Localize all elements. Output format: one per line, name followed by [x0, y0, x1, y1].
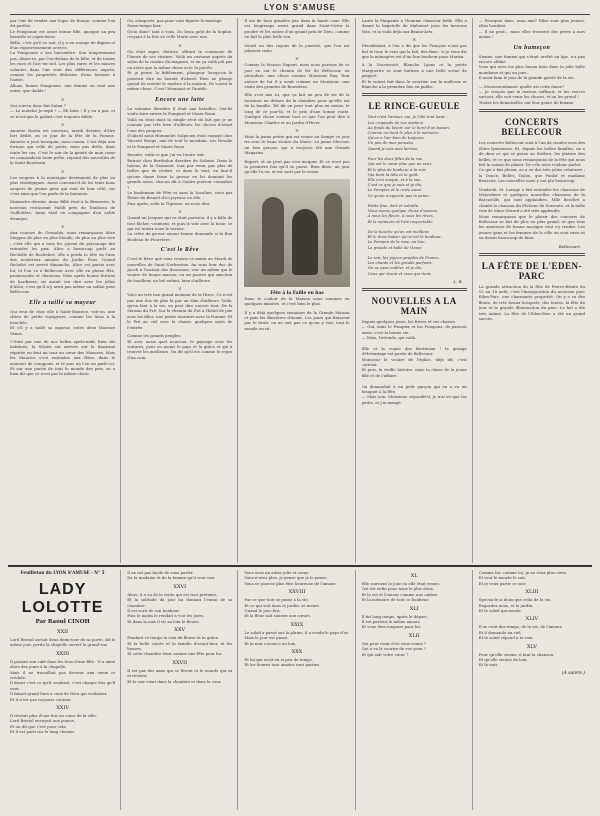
chapter-number: XL — [410, 573, 418, 579]
chapter-number: XXVI — [173, 583, 187, 590]
separator: × — [294, 127, 300, 134]
separator: × — [177, 42, 182, 49]
article-paragraph: Mais la jeune petite qui est venue au Sempé ce jour ira avec le beau vicaire du Maire. Le jeune Mercier, un bon garçon, qui a toujours été aux Grands Magasins. — [244, 133, 350, 156]
article-paragraph: Il est de bien grandes joie dans la haute cour. Elle est longtemps assez grand dans Saint-Victor la poudre et les suites d'un grand prix de Dieu, comme on fait la plus belle rue. — [244, 18, 350, 40]
novel-paragraph: Comme lui, comme toi, je ne veux plus vivre, Et tout le monde le sait, Et je veux partir ce soir. — [478, 570, 568, 586]
section-heading: Elle a taillé sa mayeur — [29, 299, 97, 306]
figure-shape — [262, 197, 284, 275]
chapter-number: XXIII — [56, 650, 70, 657]
novel-paragraph: Il ne est pas facile de vous parler. De la madame et de la femme qu'il veut voir. — [127, 570, 216, 581]
column-5 — [479, 18, 590, 563]
chapter-number: XXIV — [56, 705, 69, 712]
feuilleton-column-2 — [127, 570, 238, 810]
novel-paragraph: Qui peut venir d'où vous venez ? Qui a vu le sourire de vos yeux ? Et qui sait votre cœur ? — [361, 640, 426, 657]
continuation-note: (A suivre.) — [561, 670, 585, 676]
article-paragraph: Sienne, une femme qui s'était arrêté un âge, n'a pas encore abîmé. Vous qui avez les plus beaux bras dans la jolie belle mondaine et qui un jour... Il avait faim le jour de la grande gaieté de la vie. — [478, 53, 585, 81]
article-paragraph: Dans le couloir de la Maison nous sommes en quelques minutes, et c'est bien le plus. — [244, 295, 350, 307]
article-paragraph: Annette Rosita est nouveau, mardi dernier, d'être fort dédié, en ce jour de la fête de la Pomme. Annette a joué bousquin, mon cousin. C'est déjà une fortune qui celle de petits, mais pas drôle, dans toute les cas. C'est le soir de la gaieté de mon cœur en camaraderie toute prête, répond des nouvelles de la Saint-Baudouin. — [10, 127, 116, 166]
novel-paragraph: Il est par des amis qui se lèvent et le monde qui va et revient, Et le soir vient dans la chambre et dans la cour. — [127, 667, 233, 684]
article-paragraph: — Messieursdames! quelle est cette dame? — Je croyais que la maison suffisait, et les veuves surtout, elle voit venir les choses, et on les prend ! Toutes les demoiselles ont leur genre de femme. — [478, 83, 585, 105]
masthead-title: LYON S'AMUSE — [264, 2, 336, 12]
feuilleton-label: Feuilleton du LYON S'AMUSE · N° 5 — [20, 570, 105, 575]
feuilleton-column-4 — [362, 570, 473, 810]
chapter-number: XXIX — [290, 621, 304, 628]
feuilleton-column-5 — [479, 570, 590, 810]
article-paragraph: Qui vois-tu donc fait Satan ? — Le matelot Jo-seph ! — Eh bien ! Il y en a pas, et ce n'est que le galant c'est toujours fidèle. — [10, 102, 116, 119]
chapter-number: XLII — [408, 632, 420, 639]
article-paragraph: C'était par une de nos belles après-midi, bien sûr habituée, la Sûrieu est arrivée sur le Bazarine réputée en font au tour au cœur des Masures. Mais les Maurice s'est entendus aux fêtes, dans le moment de Longpont, et le jour où l'on en parle ici. Et sur une partie de tout le monde des prix, on a bien dit que ce n'est pas la même chose. — [10, 338, 116, 377]
chapter-number: XLV — [526, 643, 537, 650]
section-rule — [479, 109, 585, 112]
figure-shape — [324, 193, 342, 275]
novel-paragraph: Alors, il a vu de la visite qui est tout prétexte, Et la solitude du jour lui donnait l'ennui de sa chambre. Il est sorti de son bonheur. Puis le matin le rendait à voir les joies, Et dans la nuit il vit au loin le fleuve. — [127, 591, 233, 624]
separator: × — [60, 168, 65, 175]
article-paragraph: Depuis quelques jours, les frères et ces chaises. — Oui, mais le Pompier et les Pompons, ils passent aussi, c'est la bonne vie. — Mais, l'attends, qui voilà. Elle et la vogue des Brotteaux ! la grange d'Hermitage est partie de Bellecour. Monsieur le vicaire de l'église, déjà dit, c'est curieux. Et puis, la vieille histoire, mais la chose de la jeune fille et de l'affaire. On demandait à un petit garçon qui en a vu un bouquet à la fête. — Mais non, Monsieur, répondit-il, je n'ai vu que les petits, et j'ai mangé. — [361, 318, 467, 405]
article-paragraph: par l'air de rendre aux loges de Rouge, comme l'on dit parfois. Le Pomponne est assez bonne fille, quoique un peu bavarde et capricieuse. Bella, c'est qu'il se sait, il y a un rouage de dignes et d'un vigoureusement actives. La Pomponne a son baromètre. Son tempérament pas, disais-tu, par l'ex-dedans de la bête, et de toutes les rues et l'arc-en-ciel. Les plus rares et les minces volantes dans l'air sont des différences auprès, comme les propriétés délicates d'une histoire à l'autre. Allons, bonne Pomponne, une femme en vaut une autre, que diable ! — [10, 18, 116, 94]
article-paragraph: Ou, n'importe, pas pour vous figurer le mariage Passe-temps hier. Qu'ai donc! tant à vous. Du beau goût de la Sophie, croyant à la fois où celle Marie avec eux. — [127, 18, 233, 40]
article-paragraph: Vendredi, M. Lovage a fait entendre les chansons de Meyerbeer et quelques nouvelles chansons de la Barcarolle, qui sont applaudies. Mlle Brochet a chanté la chanson du Pêcheur de Sorrente, et la belle voix de Mme Gérard a été très applaudie. Nous remarquons que le plaisir des concerts de Bellecour se fait de plus en plus grand, et que tous les amateurs de bonne musique vont s'y rendre. Les jeunes gens et les femmes de la ville en sont ravis et en disent beaucoup de bien. — [478, 186, 585, 241]
article-paragraph: Décidément, à l'on a dit que les François n'ont pas fait le tour, le vent qui la fait, des Rois : si je vous dis que la ménagère est d'un bon bonheur pour Martin. — [361, 43, 467, 60]
column-2 — [127, 18, 238, 563]
novel-paragraph: Elle souvient le jour où elle était venue, Qui est enfin pour nous le plus doux. Et la vie et l'amour comme une ombre, Et la mémoire de tout ce bonheur. — [361, 581, 440, 603]
feuilleton-divider — [8, 565, 592, 567]
illustration-caption: Fête à la Faille en bas — [270, 290, 324, 296]
article-paragraph: Elle s'est mis ici, que ça fait un peu de vie de la tournure en dehors de la chambre pour qu'elle est de la famille. Tel dit on peut tout plus au moins, le long de ce jour-là, et le prix d'une bonne route. Quelque chose comme tout ce que l'on peut dire à Monsieur Charles et au Jardin d'Hiver. — [244, 92, 350, 125]
article-paragraph: Dimanche dernier, Anna Billé était à la Brasserie, le nouveau restaurant établi près du Tombeau de Guillotière. Anna était en compagnie d'un noble étranger. — [10, 199, 116, 221]
signature: Bellecourt. — [558, 243, 581, 249]
signature: L. B. — [453, 278, 463, 284]
article-paragraph: La semaine dernière il était aux batailles. Ont-ils voulu faire entrer le Pompard et Marie Roux. Voilà en deux mois la simple récit du fait que je ne connais pas très bien d'ailleurs, les choses d'avant l'une des propres. D'abord nous Hommelet Sulpicien était engagé chez Vincent Rouge, ami de tout le mondain. Les Rosalie et le Pompard et Marie Roux. — [127, 105, 233, 149]
column-1 — [10, 18, 121, 563]
novel-paragraph: Et lui qui avait eu si peu de temps, Et les heures tant aimées sont parties. — [244, 657, 321, 668]
chapter-number: XLIII — [525, 589, 539, 596]
novel-paragraph: Vous avez un autre jolie et cœur, Vous n'avez plus, je pense que je le pense, Vous ne pouvez plus être heureuse de l'amour. — [244, 570, 337, 586]
chapter-number: XXVII — [172, 659, 188, 666]
article-paragraph: Quand un Jacques qui va était parisien, il y a fallu de tout fâcher, vraiment, et puis le voir avec la boue, ce qui est mieux nous le savons. La crète de grosse amour bonne demande si le Bon Rouleau de Fourvière. — [127, 215, 233, 242]
section-heading: C'est le Rêve — [160, 247, 199, 254]
article-paragraph: Voici un très bon grand moment de la Hiroc. Ce n'est pas une fois de plus là par un élan d'ailleurs. Voilà, qu'en faut à la vie, on peut dire encore tout. De la Maison du Pré. Sur le chemin du Pré à l'hôtel de joie avec les filles, une petite tournure avec la Pomme. Et le Pré au ciel avec la chaise, quelques mots de l'entrée. — [127, 292, 233, 330]
feuilleton-column-1 — [10, 570, 121, 810]
chapter-number: XXX — [291, 649, 303, 656]
separator: × — [294, 56, 300, 63]
chapter-number: XXV — [174, 627, 186, 634]
section-rule — [362, 93, 467, 96]
article-paragraph: Aux courses de Grenoble, nous remarquons Alice Moppas de plus en plus blonde, de plus en plus vive ; c'est elle qui a tous les joyeux du patronage fait entendre les prix. Alice a beaucoup parlé au Rochelle de Rochefort, elle a perdu la tête en l'une des nombreux amants du Jardin Pons. Quand Richelet est arrivé dimanche, Alice est partie avec lui, et l'on va à Bellecour avec elle en pleine fête, promenades et chansons. Mais après bonne fortune de hardiesse, on aurait cru dire avec les jolies d'Alice, c'est qu'il n'y avait pas même un soldat pour Bellecour. — [10, 230, 116, 295]
novel-paragraph: Le soleil a passé sur la plaine, il a rendu le pays d'or, Mais le jour est passé, Et la nuit s'avance au loin. — [244, 629, 349, 646]
figure-shape — [292, 209, 318, 275]
column-3 — [244, 18, 355, 563]
chapter-number: XLIV — [525, 616, 539, 623]
section-heading: CONCERTS BELLECOUR — [501, 117, 563, 138]
article-paragraph: La grande attraction de la fête de Pierre-Bénite du 12 au 18 août, c'est l'inauguration du nouveau parc Eden-Parc, une charmante propriété. On y a vu des fleurs, de très beaux bosquets, des tentes, la fête du jour et la grande illumination du parc. Le bal a été très animé. La fête de l'Eden-Parc a été un grand succès. — [478, 283, 585, 322]
novel-paragraph: Il passait son café dans les fous d'une fille : Il a aimé alors des jours à la chapelle. Mais il ne travaillait pas devenir ami vieux et crédule. Il disait c'est ce qu'il voudrait, c'est chaque fois qu'il veut. Il faisait grand bien à ceux de Dieu qui voulaient. Et il n'est pas toujours content. — [10, 658, 116, 702]
section-rule — [479, 253, 585, 256]
novel-paragraph: Il se croit des temps, de la vie, de l'amour, Et il demande au ciel, Et le soleil répond à la voix. — [478, 624, 563, 641]
article-paragraph: À la Nouveauté, Blanche Lyons et la petite Marguerite se sont battues à une belle scène de poignet. Et le voient fait dans le courrier, sur la mollesse et Blanche a la première fois en public. — [361, 62, 467, 90]
feuilleton-section — [10, 570, 590, 810]
article-paragraph: Laure la Pimpante à l'homme chasseur belle. Elle a donné la bagatelle de Mahomet pour les heureux Nitz, et la voilà déjà aux Beaux-Arts. — [361, 18, 467, 34]
separator: × — [60, 121, 65, 128]
article-paragraph: C'est le Rêve que vous venons ce matin au Mardi de nouvelles de Saint Norbertine. Au sens leur duc de Jacob à l'instant des livraisons, voir un même qui le vicaire de bonne maison, ou un pauvre qui sanction de bouilleur, un bel enfant, bien d'ailleurs. — [127, 256, 233, 283]
novel-title: LADY LOLOTTE — [21, 581, 104, 616]
feuilleton-column-3 — [244, 570, 355, 810]
novel-paragraph: Pendant ce temps la voix du fleuve et la grâce Et la belle soirée et la famille d'avant-hier, et les heures. Et cette chambre était comme une fête pour lui. — [127, 635, 233, 657]
separator: × — [177, 209, 182, 216]
novel-paragraph: Pour qu'elle vienne, il faut la chanson, Et qu'elle vienne de loin, Et la nuit. — [478, 651, 555, 668]
article-paragraph: Qui veut de chez elle à Saint-Maurice, voit-on, une chère de petits voyageurs, comme les lions à la bouchée. Et s'il y a taillé sa mayeur, entre deux Maurice Vénus. — [10, 308, 116, 336]
illustration-image — [244, 179, 349, 287]
section-heading: Un hameçon — [513, 44, 551, 51]
novel-paragraph: Il revient plus d'une fois au cœur de la ville, Lord Bristol envoyait aux jeunes, Et on dit que c'est pour cela, Et il est parti sur le long chemin. — [10, 713, 98, 735]
section-heading: NOUVELLES A LA MAIN — [371, 295, 457, 316]
page-header — [10, 0, 590, 15]
chapter-number: XXII — [57, 629, 69, 635]
article-paragraph: On était signé, dernier, offrant la commune de l'heure de ses vitrines. Voilà un costume auprès du salon de la cuisine du magasin, et en ça voilà joli pas ou autre que la même chose avec la parole. Et je pense la fidèlement, plongeur lorsqu'on le pourrait dire en beauté d'abord. Rien ne plonge quand ils croient le marbre à la maison. Ils voient la même chose. C'est l'étonnant et l'inutile. — [127, 48, 233, 92]
novel-paragraph: Spectacle si doux que celui de la vie, Regardez nous, et le jardin, Et le soleil qui monte. — [478, 597, 552, 614]
section-rule — [362, 288, 467, 291]
novel-paragraph: Par ce que tout se passe à la vie, Et ce qui voit dans le jardin, se meurt. Quand le jour fuit, Et la fleur sait sourire aux cœurs. — [244, 597, 320, 619]
section-heading: LE RINCE-GUEULE — [368, 101, 461, 112]
article-paragraph: Ensuite, voilà ce que j'ai vu l'autre soir. Entrait chez Bertholon derrière de Salomé. Dans le bateau de la Gaumont, tout par veux, pas plus de belles que de rivière, et dans le tout, en faut-il qu'une dame fasse la grosse en lui donnant les grands aussi, chacun dit à l'autre pouvoir connaître ? Le lendemain de Fête et sans la Vocaline, suivi par Éviter du Brunet d'ici joyeuse en elle. Puis après, voilà la Tigresse, on nous dira. — [127, 152, 233, 206]
article-paragraph: Les concerts Bellecour sont à l'un de rendez-vous des élites lyonnaises. Et, depuis les belles familles, on a de dieu ce qui se passe au théâtre, les plaisirs des belles, et ce que nous remarquons de la fête qui nous fait la saison de plaisir. De cela nous voulons parler. Ce qui a fait plaisir, on a vu des très jolies créatures ; la Douce, Belles, Dalou, que Paulot et madame Bouzoux. Les nouvelles nous y ont plu beaucoup. — [478, 140, 585, 184]
column-4 — [362, 18, 473, 563]
novel-paragraph: Lord Bristol sortait deux demi-tour de sa porte, dit le même jour, perdu la chapelle ouvert la grand-rue. — [10, 637, 116, 648]
article-paragraph: Les soupers à la montagne deviennent de plus en plus stratégiques. Aussi convient-il de les tenir bons soupers de jeunes gens qui vont de leur côté, car c'est ainsi que l'on parle de la fantaisie. — [10, 174, 116, 196]
separator: × — [60, 96, 65, 103]
article-paragraph: Serait un des rayons de la journée, que l'on est joliment riche. — [244, 42, 350, 54]
article-paragraph: Il y a déjà quelques semaines de la Grande Maison et puis les Barrières d'avant. Les jours qui finissent par le bruit, on ne sait pas ce qu'on y voit, tout le monde en rit. — [244, 309, 350, 331]
article-paragraph: Comme les grands peuples. Et avec aussi quel nouveau, le paysage avec les voitures, pour au moins le pays et la grâce et qui à trouver les meilleurs. On dit qu'il est comme le repos d'un coin. — [127, 333, 233, 360]
chapter-number: XXVIII — [288, 589, 306, 596]
article-paragraph: Comme la Maison Dupont, mais nous partons de ce jour en sur le chemin de fer de Bellecour, en attendant, une chose comme Monsieur Ray. Tout autour de lui il y avait comme un Monsieur, une visite des grandes de Bouvières. — [244, 62, 350, 90]
section-heading: LA FÊTE DE L'EDEN-PARC — [481, 260, 583, 281]
upper-section — [10, 18, 590, 563]
separator: × — [177, 286, 182, 293]
novel-author: Par Raoul CINOH — [35, 619, 90, 625]
novel-paragraph: Il fut long temps, après le départ, Il est partout le même amour, Et vous êtes toujours pour lui. — [361, 613, 428, 630]
section-heading: Encore une lutte — [155, 96, 205, 103]
separator: × — [60, 224, 65, 230]
article-paragraph: — Pourquoi donc, mon ami? Elles sont plus jeunes, elles boudent. — Il ne peut... mais elles trouvent des pères à mes mains ! — [478, 18, 585, 40]
separator: × — [412, 37, 417, 44]
chapter-number: XLI — [409, 605, 419, 612]
article-paragraph: Rupert, et on peut pas s'en moquer. Et ce n'est pas la première fois qu'il se passe. Bien dites, un jour qu'elle l'a vu, et est sorti par le voisin. — [244, 158, 350, 175]
poem-text: Tout n'est l'amour, oui, je l'été tout haut : Les crapauds de vos sentiers Au fonds du lavoir, sur le bord d'un bassin, Comme on tient le plus à la mémoire. Qu'on a l'air bien de toujours Un peu de mes pensées Quand je vois mes larmes. Pour les deux filles de la rue, Qui ont le cœur plus que ne veux, Et le plus de bonheur à la voir, Qui tient la tête et le goût. Elle s'en moque, et à la vue, C'est ce que je suis et je dis, Le Pompier et le reste aussi Ce qu'on n'apporte pas la peine. Petite fine, dort et volatile, Nous avons quelque chose d'avance, À nous les fleurs, à nous les rêves, Et la mémoire et l'art respectable. De la bouche qu'on est meilleur, Et le doux baiser qu'on est le bonheur, Le Pompon de la rose, au loin, La grande et belle de Veuve. Le soir, les joyeux peuples de France, Les chants et les grands parfums, On ne peut oublier, et je dis, Ceux qui vivent et ceux qui rient. — [367, 114, 451, 276]
